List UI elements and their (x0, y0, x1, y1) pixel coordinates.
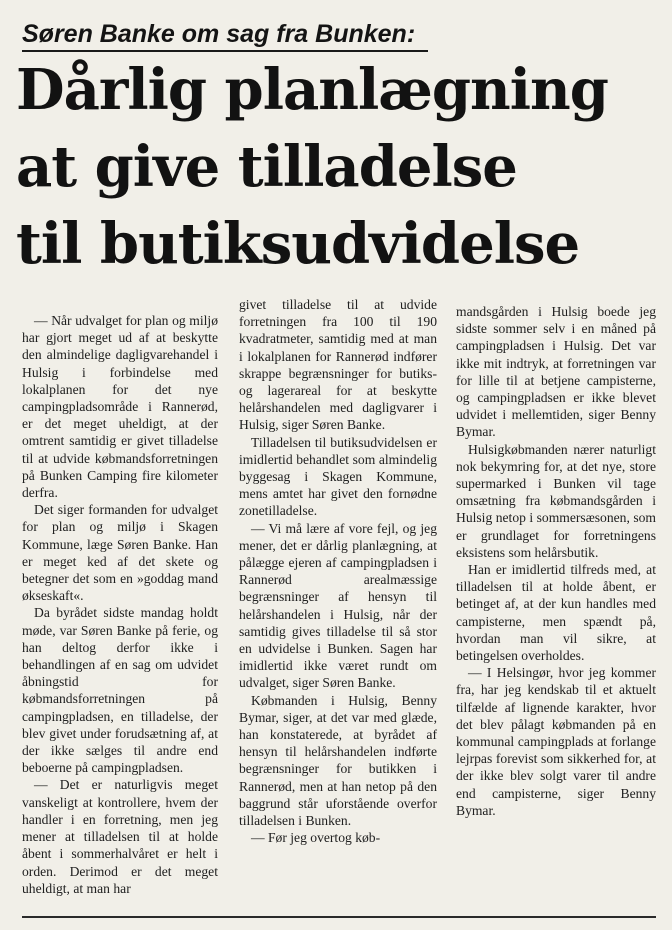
paragraph: Hulsigkøbmanden nærer naturligt nok bekymring for, at det nye, store supermarked i Bunken vil tage omsætning fra købmandsgården i Hulsig netop i sommersæsonen, som er grundlaget for forretningens eksistens som helårsbutik. (456, 441, 656, 560)
kicker: Søren Banke om sag fra Bunken: (22, 20, 416, 48)
headline-line-3: til butiksudvidelse (16, 211, 580, 277)
headline-line-1: Dårlig planlægning (16, 57, 608, 123)
paragraph: — I Helsingør, hvor jeg kommer fra, har jeg kendskab til et aktuelt tilfælde af lignende karakter, hvor det blev pålagt købmanden på en kommunal campingplads at forlange lejrpas forevist som sikkerhed for, at der ikke blev solgt varer til andre end campisterne, siger Benny Bymar. (456, 665, 656, 818)
article-column-2 (239, 296, 437, 847)
paragraph: Købmanden i Hulsig, Benny Bymar, siger, at det var med glæde, han konstaterede, at byrådet af hensyn til helårshandelen indførte begrænsninger for butikken i Rannerød, men at han netop på den baggrund står uforstående overfor tilladelsen i Bunken. (239, 692, 437, 829)
article-column-3 (456, 303, 656, 819)
headline (16, 52, 666, 283)
paragraph: — Det er naturligvis meget vanskeligt at kontrollere, hvem der handler i en forretning, men jeg mener at tilladelsen til at holde åbent i sommerhalvåret er helt i orden. Derimod er det meget uheldigt, at man har (22, 777, 218, 896)
paragraph: — Før jeg overtog køb- (251, 830, 381, 846)
paragraph: — Vi må lære af vore fejl, og jeg mener, det er dårlig planlægning, at pålægge ejeren af campingpladsen i Rannerød arealmæssige begrænsninger af hensyn til helårshandelen i Hulsig, når der samtidig gives tilladelse til så stor en udvidelse i Bunken. Sagen har imidlertid ikke været rundt om udvalget, siger Søren Banke. (239, 520, 437, 691)
bottom-divider (22, 916, 656, 918)
paragraph: Tilladelsen til butiksudvidelsen er imidlertid behandlet som almindelig byggesag i Skagen Kommune, mens amtet har givet den fornødne zonetilladelse. (239, 434, 437, 519)
paragraph: givet tilladelse til at udvide forretningen fra 100 til 190 kvadratmeter, samtidig med at man i lokalplanen for Rannerød indfører skrappe begrænsninger for butiks- og lagerareal for at beskytte helårshandelen med dagligvarer i Hulsig, siger Søren Banke. (239, 297, 437, 433)
article-column-1 (22, 312, 218, 897)
paragraph: mandsgården i Hulsig boede jeg sidste sommer selv i en måned på campingpladsen i Hulsig. Det var ikke mit indtryk, at forretningen var for lille til at betjene campisterne, og campingpladsen er ikke blevet udvidet i mellemtiden, siger Benny Bymar. (456, 304, 656, 440)
paragraph: Det siger formanden for udvalget for plan og miljø i Skagen Kommune, læge Søren Banke. Han er meget ked af det skete og betegner det som en »goddag mand økseskaft«. (22, 502, 218, 604)
paragraph: Da byrådet sidste mandag holdt møde, var Søren Banke på ferie, og han deltog derfor ikke i behandlingen af en sag om udvidet åbningstid for købmandsforretningen på campingpladsen, en tilladelse, der blev givet under forudsætning af, at der ikke sælges til andre end beboerne på campingpladsen. (22, 605, 218, 776)
headline-line-2: at give tilladelse (16, 134, 517, 200)
paragraph: Han er imidlertid tilfreds med, at tilladelsen til at holde åbent, er betinget af, at der kun handles med campisterne, men spændt på, hvordan man vil sikre, at betingelsen overholdes. (456, 562, 656, 664)
paragraph: — Når udvalget for plan og miljø har gjort meget ud af at beskytte den almindelige dagligvarehandel i Hulsig i forbindelse med lokalplanen for det nye campingpladsområde i Rannerød, er det meget uheldigt, at der omtrent samtidig er givet tilladelse til at udvide købmandsforretningen på Bunken Camping fire kilometer derfra. (22, 313, 218, 501)
